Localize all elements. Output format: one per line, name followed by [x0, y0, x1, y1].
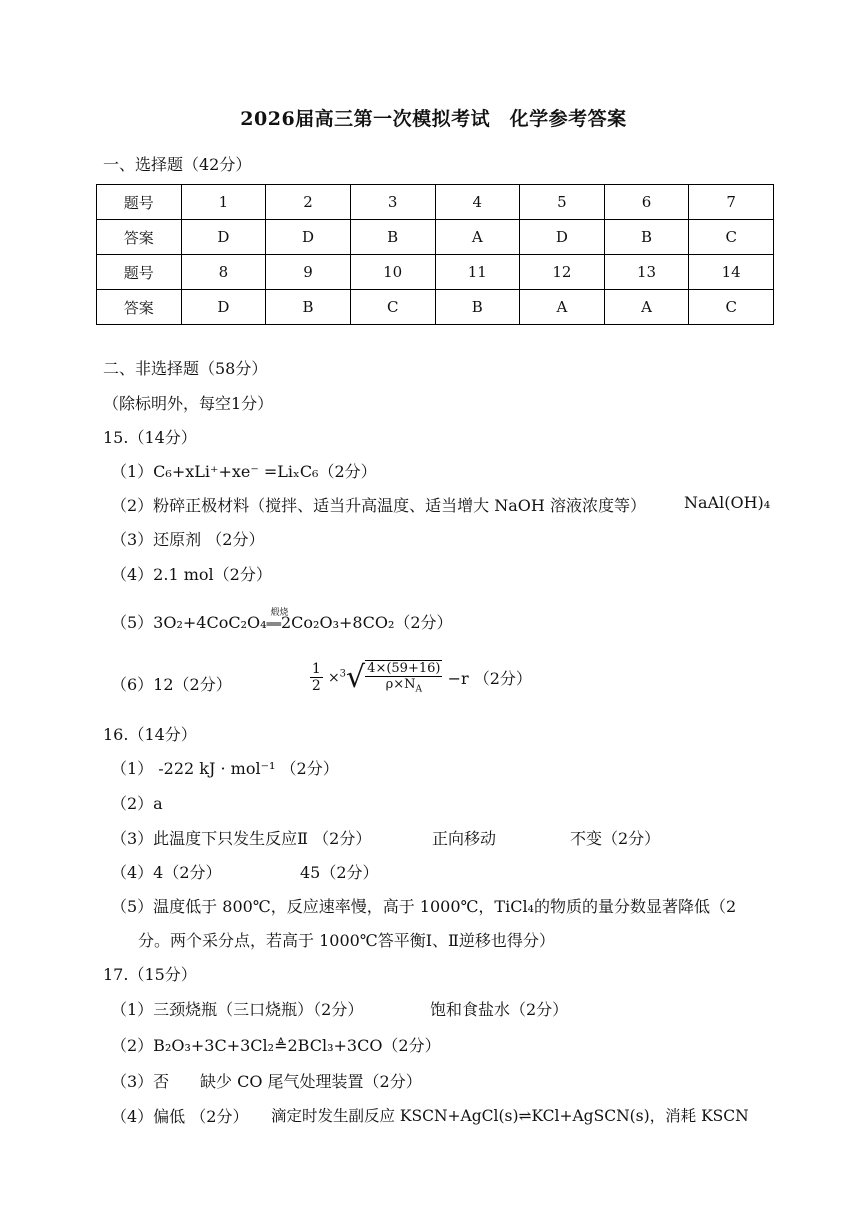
- table-cell: B: [266, 290, 351, 325]
- table-cell: 8: [181, 255, 266, 290]
- question-16-heading: 16.（14分）: [103, 725, 197, 744]
- section-heading-choice: 一、选择题（42分）: [103, 155, 252, 174]
- q15-answer-6-tail: −r （2分）: [447, 669, 532, 688]
- table-cell: C: [689, 290, 774, 325]
- table-cell: C: [350, 290, 435, 325]
- table-cell: 答案: [97, 220, 182, 255]
- q15-answer-2a: （2）粉碎正极材料（搅拌、适当升高温度、适当增大 NaOH 溶液浓度等）: [111, 496, 646, 515]
- table-row: [97, 220, 774, 255]
- fraction-denominator: 2: [311, 678, 321, 694]
- table-cell: D: [181, 290, 266, 325]
- table-cell: C: [689, 220, 774, 255]
- table-cell: 2: [266, 185, 351, 220]
- radicand: [365, 660, 442, 695]
- q16-answer-3a: （3）此温度下只发生反应Ⅱ （2分）: [111, 829, 372, 848]
- q16-answer-5b: 分。两个采分点，若高于 1000℃答平衡Ⅰ、Ⅱ逆移也得分）: [138, 931, 555, 950]
- table-cell: D: [181, 220, 266, 255]
- page-title: 2026届高三第一次模拟考试 化学参考答案: [240, 108, 627, 130]
- q16-answer-2: （2）a: [111, 794, 163, 813]
- question-17-heading: 17.（15分）: [103, 965, 197, 984]
- radicand-numerator: 4×(59+16): [367, 661, 441, 677]
- scoring-note: （除标明外，每空1分）: [103, 394, 274, 413]
- table-cell: 题号: [97, 255, 182, 290]
- radicand-denominator: $\rho\times N_A$: [385, 677, 423, 695]
- q17-answer-4a: （4）偏低 （2分）: [111, 1107, 249, 1126]
- table-cell: 12: [520, 255, 605, 290]
- question-15-heading: 15.（14分）: [103, 428, 197, 447]
- table-cell: B: [604, 220, 689, 255]
- q17-answer-2: （2）B₂O₃+3C+3Cl₂≜2BCl₃+3CO（2分）: [111, 1036, 441, 1055]
- times-sign: ×$^3$: [327, 668, 347, 687]
- table-row: [97, 290, 774, 325]
- table-cell: D: [520, 220, 605, 255]
- table-cell: A: [604, 290, 689, 325]
- cube-root: √ $\frac{4\times(59+16)}{\rho\times N_A}$: [346, 660, 441, 695]
- condition-label: 煅烧: [270, 608, 289, 618]
- reaction-condition-arrow: 煅烧 ══: [267, 617, 281, 631]
- table-cell: 14: [689, 255, 774, 290]
- table-cell: 6: [604, 185, 689, 220]
- q17-answer-1b: 饱和食盐水（2分）: [430, 1000, 569, 1019]
- table-cell: 5: [520, 185, 605, 220]
- table-cell: 13: [604, 255, 689, 290]
- section-heading-nonchoice: 二、非选择题（58分）: [103, 359, 268, 378]
- q15-answer-5: [111, 610, 453, 633]
- table-cell: 7: [689, 185, 774, 220]
- q17-answer-4b: 滴定时发生副反应 KSCN+AgCl(s)⇌KCl+AgSCN(s)，消耗 KSCN: [271, 1107, 749, 1125]
- fraction-numerator: 1: [311, 661, 321, 677]
- q15-answer-1: （1）C₆+xLi⁺+xe⁻ =LiₓC₆（2分）: [111, 462, 377, 481]
- table-cell: 10: [350, 255, 435, 290]
- q17-answer-3b: 缺少 CO 尾气处理装置（2分）: [200, 1072, 422, 1091]
- table-cell: 答案: [97, 290, 182, 325]
- table-cell: A: [520, 290, 605, 325]
- fraction-one-half: [310, 661, 323, 694]
- q16-answer-3c: 不变（2分）: [570, 829, 661, 848]
- equation-reactants: （5）3O₂+4CoC₂O₄: [111, 613, 267, 632]
- table-cell: 11: [435, 255, 520, 290]
- table-cell: B: [435, 290, 520, 325]
- q17-answer-3a: （3）否: [111, 1072, 170, 1091]
- q17-answer-1a: （1）三颈烧瓶（三口烧瓶）（2分）: [111, 1000, 364, 1019]
- q16-answer-1: （1） -222 kJ · mol⁻¹ （2分）: [111, 759, 339, 778]
- table-cell: 9: [266, 255, 351, 290]
- equation-products: 2Co₂O₃+8CO₂（2分）: [281, 613, 453, 632]
- q16-answer-5a: （5）温度低于 800℃，反应速率慢，高于 1000℃，TiCl₄的物质的量分数显著降低（2: [111, 897, 737, 916]
- table-cell: 题号: [97, 185, 182, 220]
- q16-answer-4a: （4）4（2分）: [111, 863, 222, 882]
- q15-answer-6: [111, 660, 532, 710]
- q16-answer-4b: 45（2分）: [300, 863, 379, 882]
- q15-answer-3: （3）还原剂 （2分）: [111, 530, 265, 549]
- table-cell: B: [350, 220, 435, 255]
- table-cell: D: [266, 220, 351, 255]
- table-row: [97, 185, 774, 220]
- q15-answer-4: （4）2.1 mol（2分）: [111, 565, 272, 584]
- q16-answer-3b: 正向移动: [432, 829, 497, 848]
- q15-answer-2b: NaAl(OH)₄: [684, 493, 771, 512]
- table-row: [97, 255, 774, 290]
- table-cell: 1: [181, 185, 266, 220]
- table-cell: A: [435, 220, 520, 255]
- q15-answer-6-count: （6）12（2分）: [111, 675, 232, 694]
- table-cell: 3: [350, 185, 435, 220]
- table-cell: 4: [435, 185, 520, 220]
- answer-table: [96, 184, 774, 325]
